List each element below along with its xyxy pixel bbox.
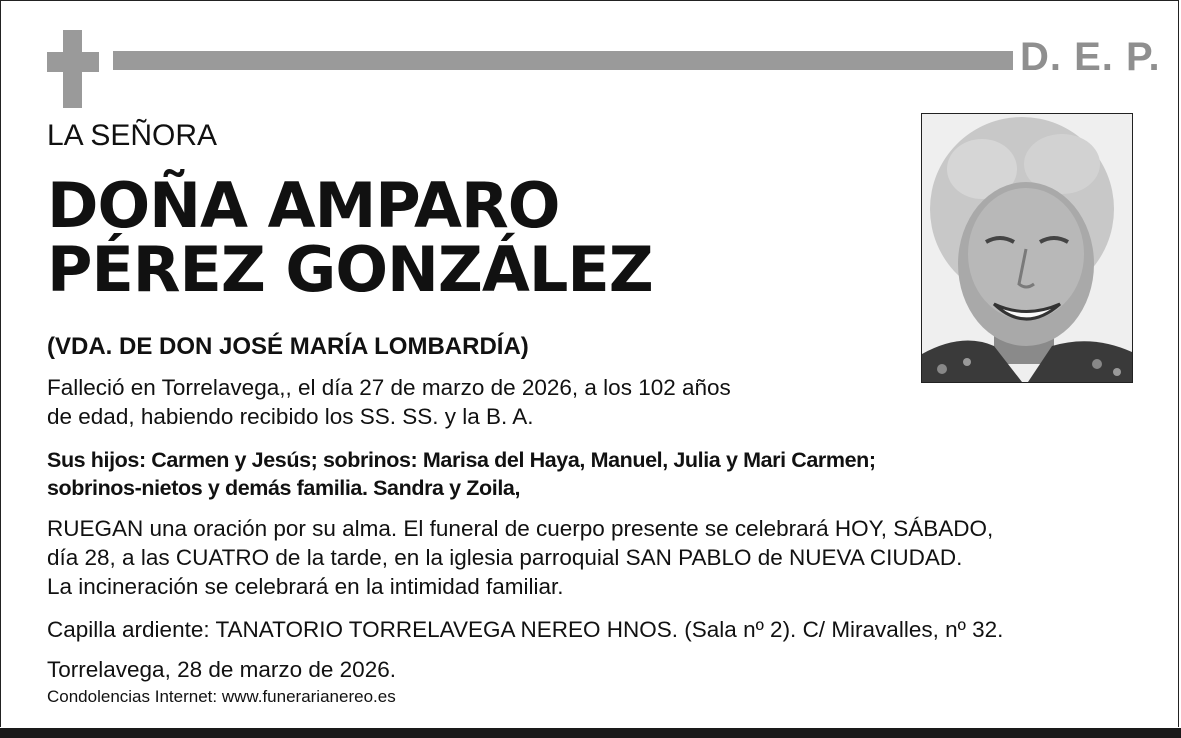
death-line-2: de edad, habiendo recibido los SS. SS. y la B. A. [47,404,534,429]
widow-of: (VDA. DE DON JOSÉ MARÍA LOMBARDÍA) [47,333,529,360]
family-line-2: sobrinos-nietos y demás familia. Sandra y Zoila, [47,476,521,500]
name-line-1: DOÑA AMPARO [47,169,560,242]
dep-heading: D. E. P. [1020,35,1161,79]
prayer-line-1: RUEGAN una oración por su alma. El funeral de cuerpo presente se celebrará HOY, SÁBADO, [47,516,994,541]
header-rule [113,51,1013,70]
death-line-1: Falleció en Torrelavega,, el día 27 de marzo de 2026, a los 102 años [47,375,731,400]
place-date: Torrelavega, 28 de marzo de 2026. [47,657,396,682]
title-intro: LA SEÑORA [47,119,218,152]
prayer-line-2: día 28, a las CUATRO de la tarde, en la iglesia parroquial SAN PABLO de NUEVA CIUDAD. [47,545,963,570]
name-line-2: PÉREZ GONZÁLEZ [47,233,653,306]
prayer-line-3: La incineración se celebrará en la intimidad familiar. [47,574,564,599]
portrait-image [922,114,1132,382]
cross-icon [47,30,99,108]
deceased-name [47,169,653,306]
family-line-1: Sus hijos: Carmen y Jesús; sobrinos: Marisa del Haya, Manuel, Julia y Mari Carmen; [47,448,876,472]
bottom-bar [0,728,1181,738]
deceased-photo [921,113,1133,383]
condolences-link: Condolencias Internet: www.funerarianereo.es [47,687,396,706]
chapel-info: Capilla ardiente: TANATORIO TORRELAVEGA NEREO HNOS. (Sala nº 2). C/ Miravalles, nº 32. [47,617,1004,642]
